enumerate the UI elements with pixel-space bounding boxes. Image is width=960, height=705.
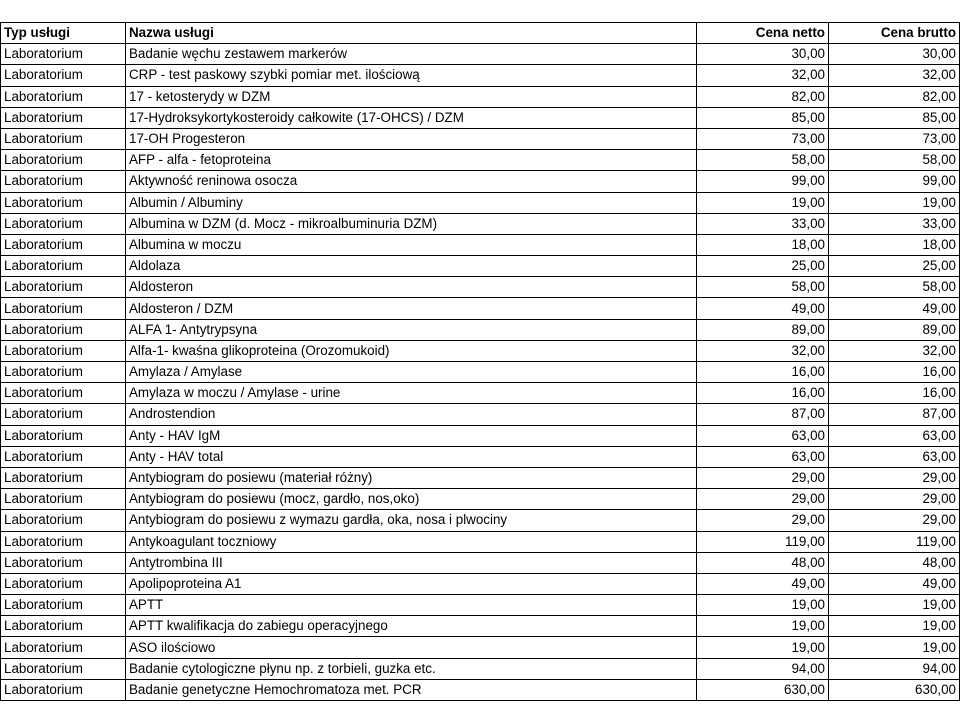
cell-service-type: Laboratorium bbox=[1, 256, 126, 277]
cell-service-type: Laboratorium bbox=[1, 213, 126, 234]
cell-service-name: CRP - test paskowy szybki pomiar met. ilościową bbox=[126, 65, 697, 86]
table-row bbox=[1, 234, 960, 255]
table-row bbox=[1, 192, 960, 213]
cell-net-price: 32,00 bbox=[697, 65, 829, 86]
cell-service-type: Laboratorium bbox=[1, 573, 126, 594]
cell-service-type: Laboratorium bbox=[1, 150, 126, 171]
cell-gross-price: 99,00 bbox=[829, 171, 960, 192]
cell-service-name: Antybiogram do posiewu z wymazu gardła, oka, nosa i plwociny bbox=[126, 510, 697, 531]
cell-service-type: Laboratorium bbox=[1, 425, 126, 446]
cell-service-name: Amylaza / Amylase bbox=[126, 362, 697, 383]
cell-service-type: Laboratorium bbox=[1, 552, 126, 573]
cell-service-type: Laboratorium bbox=[1, 446, 126, 467]
header-net-price: Cena netto bbox=[697, 23, 829, 44]
header-gross-price: Cena brutto bbox=[829, 23, 960, 44]
cell-net-price: 49,00 bbox=[697, 298, 829, 319]
cell-gross-price: 16,00 bbox=[829, 362, 960, 383]
cell-service-type: Laboratorium bbox=[1, 383, 126, 404]
cell-service-name: Aldosteron bbox=[126, 277, 697, 298]
cell-net-price: 29,00 bbox=[697, 489, 829, 510]
cell-net-price: 48,00 bbox=[697, 552, 829, 573]
table-row bbox=[1, 679, 960, 700]
cell-service-name: Albumina w DZM (d. Mocz - mikroalbuminuria DZM) bbox=[126, 213, 697, 234]
cell-service-name: Antybiogram do posiewu (mocz, gardło, nos,oko) bbox=[126, 489, 697, 510]
table-row bbox=[1, 658, 960, 679]
cell-service-name: Antykoagulant toczniowy bbox=[126, 531, 697, 552]
cell-gross-price: 19,00 bbox=[829, 192, 960, 213]
cell-service-name: Antytrombina III bbox=[126, 552, 697, 573]
cell-net-price: 32,00 bbox=[697, 340, 829, 361]
cell-service-name: APTT kwalifikacja do zabiegu operacyjnego bbox=[126, 616, 697, 637]
cell-service-name: 17-Hydroksykortykosteroidy całkowite (17-OHCS) / DZM bbox=[126, 107, 697, 128]
table-row bbox=[1, 319, 960, 340]
cell-net-price: 630,00 bbox=[697, 679, 829, 700]
cell-service-name: ASO ilościowo bbox=[126, 637, 697, 658]
cell-net-price: 58,00 bbox=[697, 150, 829, 171]
cell-service-type: Laboratorium bbox=[1, 192, 126, 213]
cell-gross-price: 73,00 bbox=[829, 128, 960, 149]
table-row bbox=[1, 340, 960, 361]
cell-service-name: 17 - ketosterydy w DZM bbox=[126, 86, 697, 107]
cell-service-type: Laboratorium bbox=[1, 404, 126, 425]
cell-gross-price: 49,00 bbox=[829, 573, 960, 594]
table-row bbox=[1, 383, 960, 404]
cell-service-name: Anty - HAV total bbox=[126, 446, 697, 467]
cell-gross-price: 29,00 bbox=[829, 467, 960, 488]
table-row bbox=[1, 552, 960, 573]
cell-net-price: 19,00 bbox=[697, 595, 829, 616]
cell-net-price: 58,00 bbox=[697, 277, 829, 298]
cell-gross-price: 630,00 bbox=[829, 679, 960, 700]
cell-net-price: 82,00 bbox=[697, 86, 829, 107]
cell-net-price: 19,00 bbox=[697, 637, 829, 658]
cell-gross-price: 30,00 bbox=[829, 44, 960, 65]
cell-net-price: 99,00 bbox=[697, 171, 829, 192]
cell-gross-price: 19,00 bbox=[829, 616, 960, 637]
cell-service-type: Laboratorium bbox=[1, 489, 126, 510]
cell-net-price: 73,00 bbox=[697, 128, 829, 149]
cell-service-name: 17-OH Progesteron bbox=[126, 128, 697, 149]
table-row bbox=[1, 616, 960, 637]
cell-gross-price: 82,00 bbox=[829, 86, 960, 107]
header-service-name: Nazwa usługi bbox=[126, 23, 697, 44]
cell-gross-price: 63,00 bbox=[829, 425, 960, 446]
cell-gross-price: 58,00 bbox=[829, 277, 960, 298]
cell-net-price: 33,00 bbox=[697, 213, 829, 234]
cell-service-type: Laboratorium bbox=[1, 44, 126, 65]
cell-net-price: 29,00 bbox=[697, 510, 829, 531]
header-service-type: Typ usługi bbox=[1, 23, 126, 44]
price-table bbox=[0, 22, 960, 701]
table-row bbox=[1, 637, 960, 658]
cell-gross-price: 32,00 bbox=[829, 65, 960, 86]
cell-service-type: Laboratorium bbox=[1, 595, 126, 616]
cell-net-price: 119,00 bbox=[697, 531, 829, 552]
table-row bbox=[1, 107, 960, 128]
table-row bbox=[1, 404, 960, 425]
header-row bbox=[1, 23, 960, 44]
cell-service-name: Anty - HAV IgM bbox=[126, 425, 697, 446]
cell-service-type: Laboratorium bbox=[1, 616, 126, 637]
cell-service-type: Laboratorium bbox=[1, 340, 126, 361]
cell-service-name: Badanie węchu zestawem markerów bbox=[126, 44, 697, 65]
cell-gross-price: 16,00 bbox=[829, 383, 960, 404]
cell-service-type: Laboratorium bbox=[1, 362, 126, 383]
cell-service-name: ALFA 1- Antytrypsyna bbox=[126, 319, 697, 340]
cell-service-type: Laboratorium bbox=[1, 319, 126, 340]
cell-net-price: 30,00 bbox=[697, 44, 829, 65]
cell-gross-price: 58,00 bbox=[829, 150, 960, 171]
cell-service-type: Laboratorium bbox=[1, 467, 126, 488]
cell-gross-price: 19,00 bbox=[829, 595, 960, 616]
table-row bbox=[1, 489, 960, 510]
cell-net-price: 87,00 bbox=[697, 404, 829, 425]
cell-service-type: Laboratorium bbox=[1, 531, 126, 552]
table-row bbox=[1, 277, 960, 298]
cell-service-name: Alfa-1- kwaśna glikoproteina (Orozomukoid) bbox=[126, 340, 697, 361]
cell-service-type: Laboratorium bbox=[1, 128, 126, 149]
cell-net-price: 18,00 bbox=[697, 234, 829, 255]
cell-service-name: Apolipoproteina A1 bbox=[126, 573, 697, 594]
cell-gross-price: 29,00 bbox=[829, 489, 960, 510]
cell-service-name: Badanie cytologiczne płynu np. z torbieli, guzka etc. bbox=[126, 658, 697, 679]
cell-net-price: 85,00 bbox=[697, 107, 829, 128]
cell-service-type: Laboratorium bbox=[1, 171, 126, 192]
table-body bbox=[1, 44, 960, 701]
cell-net-price: 19,00 bbox=[697, 616, 829, 637]
cell-service-name: Badanie genetyczne Hemochromatoza met. PCR bbox=[126, 679, 697, 700]
cell-gross-price: 89,00 bbox=[829, 319, 960, 340]
cell-net-price: 25,00 bbox=[697, 256, 829, 277]
cell-gross-price: 94,00 bbox=[829, 658, 960, 679]
cell-gross-price: 48,00 bbox=[829, 552, 960, 573]
cell-service-name: APTT bbox=[126, 595, 697, 616]
table-row bbox=[1, 150, 960, 171]
cell-service-type: Laboratorium bbox=[1, 658, 126, 679]
cell-service-type: Laboratorium bbox=[1, 107, 126, 128]
cell-service-type: Laboratorium bbox=[1, 234, 126, 255]
table-row bbox=[1, 467, 960, 488]
cell-service-name: Albumin / Albuminy bbox=[126, 192, 697, 213]
table-row bbox=[1, 256, 960, 277]
cell-gross-price: 32,00 bbox=[829, 340, 960, 361]
cell-gross-price: 85,00 bbox=[829, 107, 960, 128]
cell-net-price: 63,00 bbox=[697, 446, 829, 467]
cell-gross-price: 25,00 bbox=[829, 256, 960, 277]
cell-gross-price: 49,00 bbox=[829, 298, 960, 319]
cell-net-price: 16,00 bbox=[697, 362, 829, 383]
cell-gross-price: 119,00 bbox=[829, 531, 960, 552]
cell-service-name: Amylaza w moczu / Amylase - urine bbox=[126, 383, 697, 404]
cell-service-name: Aldolaza bbox=[126, 256, 697, 277]
cell-service-type: Laboratorium bbox=[1, 679, 126, 700]
table-row bbox=[1, 446, 960, 467]
table-row bbox=[1, 531, 960, 552]
cell-service-name: Androstendion bbox=[126, 404, 697, 425]
cell-service-type: Laboratorium bbox=[1, 86, 126, 107]
cell-gross-price: 18,00 bbox=[829, 234, 960, 255]
cell-net-price: 16,00 bbox=[697, 383, 829, 404]
table-row bbox=[1, 171, 960, 192]
table-row bbox=[1, 65, 960, 86]
table-row bbox=[1, 573, 960, 594]
cell-gross-price: 19,00 bbox=[829, 637, 960, 658]
cell-gross-price: 63,00 bbox=[829, 446, 960, 467]
table-row bbox=[1, 595, 960, 616]
cell-net-price: 89,00 bbox=[697, 319, 829, 340]
cell-net-price: 19,00 bbox=[697, 192, 829, 213]
table-row bbox=[1, 213, 960, 234]
cell-service-type: Laboratorium bbox=[1, 65, 126, 86]
cell-net-price: 94,00 bbox=[697, 658, 829, 679]
table-row bbox=[1, 128, 960, 149]
cell-net-price: 63,00 bbox=[697, 425, 829, 446]
table-row bbox=[1, 362, 960, 383]
cell-gross-price: 33,00 bbox=[829, 213, 960, 234]
table-row bbox=[1, 425, 960, 446]
cell-service-name: Aldosteron / DZM bbox=[126, 298, 697, 319]
table-row bbox=[1, 86, 960, 107]
table-row bbox=[1, 298, 960, 319]
cell-net-price: 29,00 bbox=[697, 467, 829, 488]
table-row bbox=[1, 44, 960, 65]
cell-gross-price: 29,00 bbox=[829, 510, 960, 531]
cell-net-price: 49,00 bbox=[697, 573, 829, 594]
cell-service-name: Albumina w moczu bbox=[126, 234, 697, 255]
cell-service-type: Laboratorium bbox=[1, 298, 126, 319]
cell-service-type: Laboratorium bbox=[1, 277, 126, 298]
cell-service-name: Antybiogram do posiewu (materiał różny) bbox=[126, 467, 697, 488]
table-row bbox=[1, 510, 960, 531]
cell-service-type: Laboratorium bbox=[1, 510, 126, 531]
cell-gross-price: 87,00 bbox=[829, 404, 960, 425]
cell-service-name: Aktywność reninowa osocza bbox=[126, 171, 697, 192]
cell-service-name: AFP - alfa - fetoproteina bbox=[126, 150, 697, 171]
cell-service-type: Laboratorium bbox=[1, 637, 126, 658]
price-list-sheet bbox=[0, 22, 959, 701]
